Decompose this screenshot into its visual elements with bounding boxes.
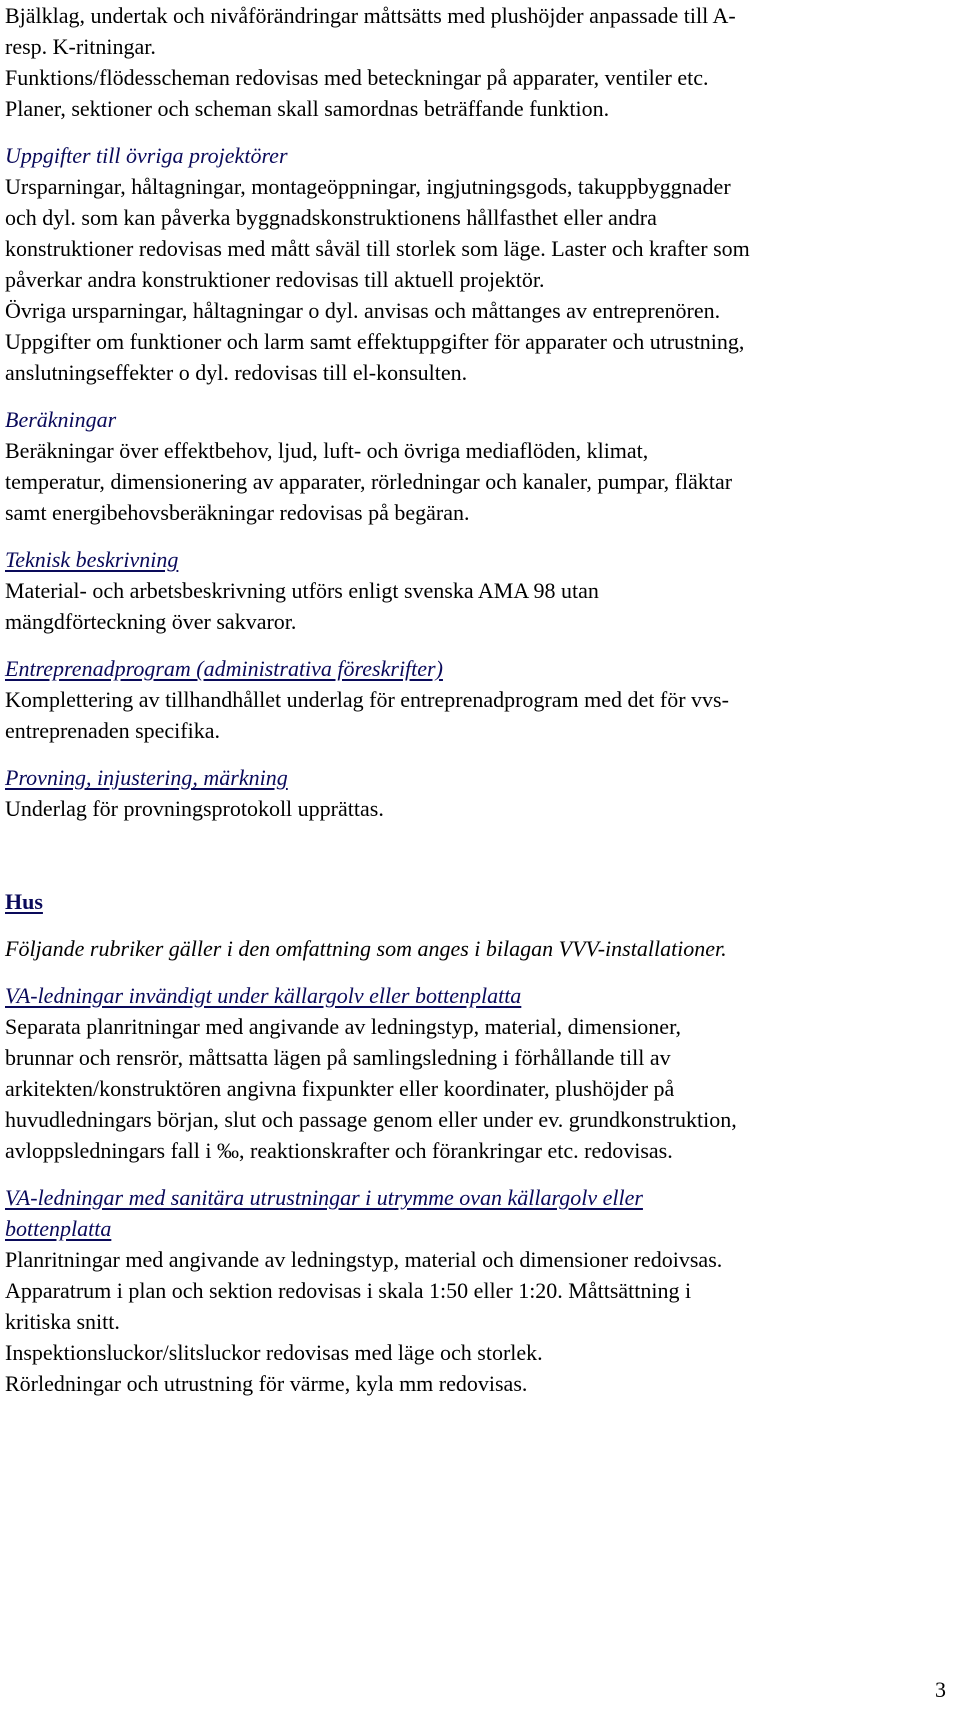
section-heading: Uppgifter till övriga projektörer [5,143,288,168]
text-line: påverkar andra konstruktioner redovisas till aktuell projektör. [5,267,545,292]
text-line: entreprenaden specifika. [5,718,220,743]
text-line: Inspektionsluckor/slitsluckor redovisas med läge och storlek. [5,1340,543,1365]
text-line: arkitekten/konstruktören angivna fixpunkter eller koordinater, plushöjder på [5,1076,675,1101]
section-heading: Hus [5,889,43,914]
text-line: Rörledningar och utrustning för värme, kyla mm redovisas. [5,1371,528,1396]
text-line: huvudledningars början, slut och passage genom eller under ev. grundkonstruktion, [5,1107,737,1132]
text-line: mängdförteckning över sakvaror. [5,609,297,634]
text-line: Planritningar med angivande av ledningstyp, material och dimensioner redoivsas. [5,1247,723,1272]
section-heading: Entreprenadprogram (administrativa föreskrifter) [5,656,443,681]
text-line: avloppsledningars fall i ‰, reaktionskrafter och förankringar etc. redovisas. [5,1138,673,1163]
section-hus [5,886,955,964]
section-heading: bottenplatta [5,1216,112,1241]
text-line: Apparatrum i plan och sektion redovisas i skala 1:50 eller 1:20. Måttsättning i [5,1278,692,1303]
section-entreprenadprogram [5,653,955,746]
text-line: Uppgifter om funktioner och larm samt effektuppgifter för apparater och utrustning, [5,329,745,354]
text-line: resp. K-ritningar. [5,34,156,59]
text-line: Komplettering av tillhandhållet underlag för entreprenadprogram med det för vvs- [5,687,729,712]
section-heading: Provning, injustering, märkning [5,765,288,790]
text-line: samt energibehovsberäkningar redovisas på begäran. [5,500,470,525]
section-uppgifter [5,140,955,388]
text-line: Underlag för provningsprotokoll upprättas. [5,796,384,821]
text-line: Ursparningar, håltagningar, montageöppningar, ingjutningsgods, takuppbyggnader [5,174,731,199]
text-line: temperatur, dimensionering av apparater, rörledningar och kanaler, pumpar, fläktar [5,469,733,494]
section-heading: VA-ledningar invändigt under källargolv eller bottenplatta [5,983,522,1008]
text-line: Övriga ursparningar, håltagningar o dyl. anvisas och måttanges av entreprenören. [5,298,721,323]
text-line: brunnar och rensrör, måttsatta lägen på samlingsledning i förhållande till av [5,1045,671,1070]
text-line: Funktions/flödesscheman redovisas med beteckningar på apparater, ventiler etc. [5,65,709,90]
text-line: och dyl. som kan påverka byggnadskonstruktionens hållfasthet eller andra [5,205,657,230]
section-berakningar [5,404,955,528]
text-line: anslutningseffekter o dyl. redovisas till el-konsulten. [5,360,468,385]
text-line: kritiska snitt. [5,1309,120,1334]
page-number: 3 [935,1677,946,1702]
section-teknisk-beskrivning [5,544,955,637]
section-va-sanitara [5,1182,955,1399]
section-provning [5,762,955,824]
section-va-invandigt [5,980,955,1166]
section-note: Följande rubriker gäller i den omfattning som anges i bilagan VVV-installationer. [5,936,727,961]
section-heading: Teknisk beskrivning [5,547,179,572]
section-heading: VA-ledningar med sanitära utrustningar i utrymme ovan källargolv eller [5,1185,643,1210]
text-line: Material- och arbetsbeskrivning utförs enligt svenska AMA 98 utan [5,578,599,603]
document-page [5,0,955,1399]
text-line: Beräkningar över effektbehov, ljud, luft- och övriga mediaflöden, klimat, [5,438,649,463]
intro-paragraph [5,0,955,124]
section-heading: Beräkningar [5,407,117,432]
text-line: Planer, sektioner och scheman skall samordnas beträffande funktion. [5,96,610,121]
text-line: konstruktioner redovisas med mått såväl till storlek som läge. Laster och krafter som [5,236,750,261]
text-line: Bjälklag, undertak och nivåförändringar måttsätts med plushöjder anpassade till A- [5,3,736,28]
text-line: Separata planritningar med angivande av ledningstyp, material, dimensioner, [5,1014,682,1039]
